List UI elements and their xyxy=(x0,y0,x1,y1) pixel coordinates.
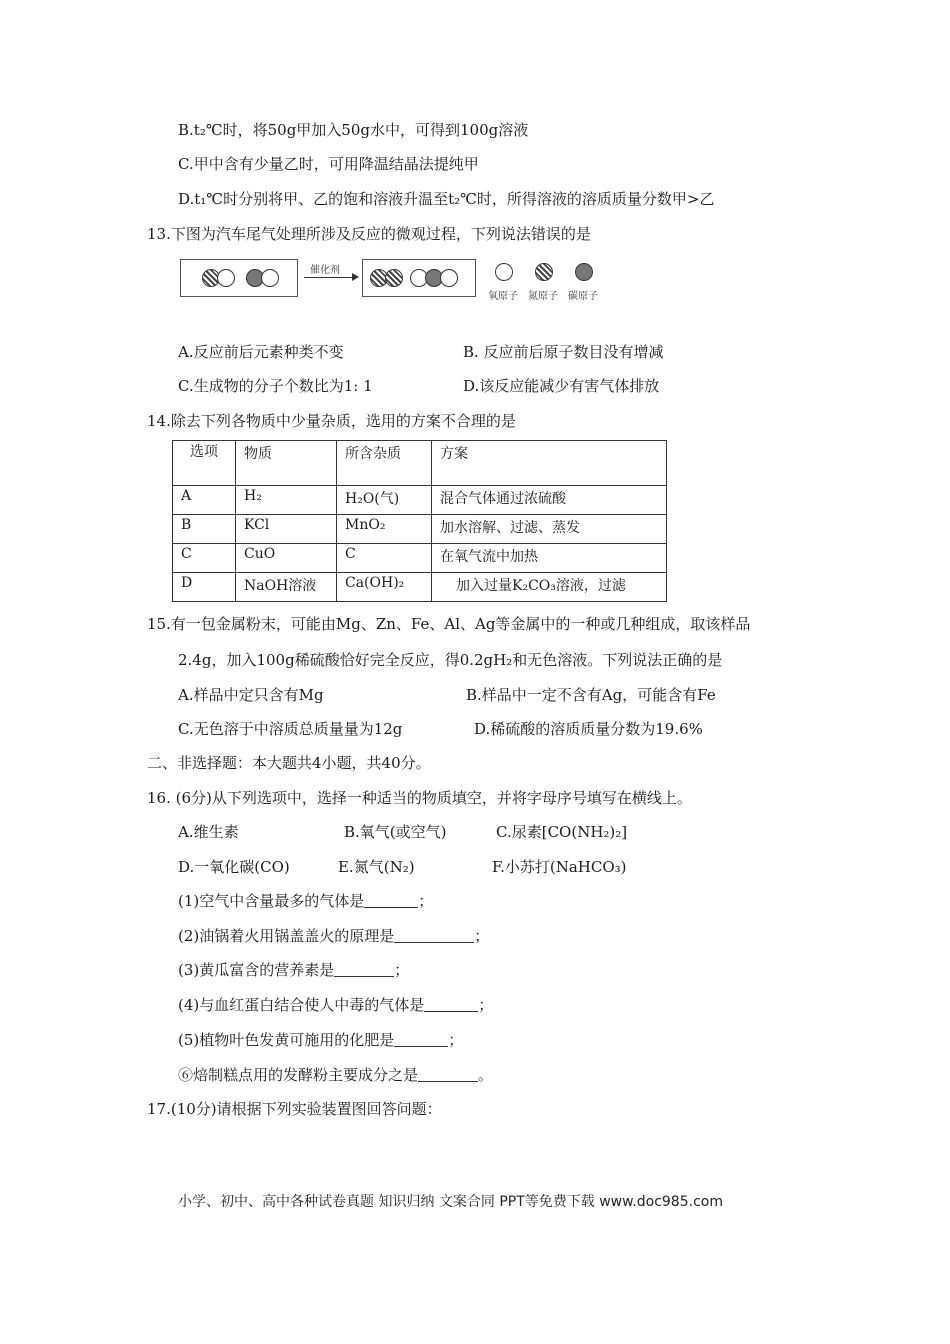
q13-stem: 13.下图为汽车尾气处理所涉及反应的微观过程，下列说法错误的是 xyxy=(147,225,591,243)
item-punct: ； xyxy=(478,996,494,1014)
table-header-row xyxy=(173,441,667,486)
item-punct: ； xyxy=(474,927,490,945)
q16-option-d: D.一氧化碳(CO) xyxy=(178,858,290,876)
table-cell: NaOH溶液 xyxy=(236,573,337,602)
legend-nitrogen-label: 氮原子 xyxy=(528,291,558,302)
table-row xyxy=(173,573,667,602)
header-cell: 方案 xyxy=(432,441,667,486)
q15-option-a: A.样品中定只含有Mg xyxy=(178,686,324,704)
table-row xyxy=(173,515,667,544)
q12-option-c: C.甲中含有少量乙时，可用降温结晶法提纯甲 xyxy=(178,155,479,173)
q16-item-2 xyxy=(178,926,489,946)
reaction-diagram xyxy=(180,257,640,303)
q16-item-6 xyxy=(178,1065,493,1085)
q16-stem: 16. (6分)从下列选项中，选择一种适当的物质填空，并将字母序号填写在横线上。 xyxy=(147,789,692,807)
q13-option-c: C.生成物的分子个数比为1: 1 xyxy=(178,377,373,395)
answer-blank[interactable] xyxy=(394,928,474,943)
answer-blank[interactable] xyxy=(394,1032,448,1047)
oxygen-atom xyxy=(440,269,458,287)
legend-nitrogen-icon xyxy=(535,263,553,281)
table-cell: CuO xyxy=(236,544,337,573)
legend-oxygen-label: 氧原子 xyxy=(488,291,518,302)
q16-option-b: B.氧气(或空气) xyxy=(344,823,447,841)
item-punct: ； xyxy=(418,892,434,910)
q13-option-a: A.反应前后元素种类不变 xyxy=(178,343,344,361)
legend-carbon-icon xyxy=(575,263,593,281)
table-cell: H₂O(气) xyxy=(337,486,432,515)
table-row xyxy=(173,544,667,573)
item-punct: ； xyxy=(394,961,410,979)
q16-item-5 xyxy=(178,1030,463,1050)
item-text: (2)油锅着火用锅盖盖火的原理是 xyxy=(178,927,395,945)
answer-blank[interactable] xyxy=(364,893,418,908)
q16-option-c: C.尿素[CO(NH₂)₂] xyxy=(496,823,628,841)
q16-item-3 xyxy=(178,960,409,980)
page-footer: 小学、初中、高中各种试卷真题 知识归纳 文案合同 PPT等免费下载 www.doc985.com xyxy=(178,1194,723,1210)
legend-carbon-label: 碳原子 xyxy=(568,291,598,302)
q15-option-b: B.样品中一定不含有Ag，可能含有Fe xyxy=(466,686,716,704)
q15-option-c: C.无色溶于中溶质总质量量为12g xyxy=(178,720,403,738)
nitrogen-atom xyxy=(385,269,403,287)
item-punct: ； xyxy=(448,1031,464,1049)
table-cell: KCl xyxy=(236,515,337,544)
table-cell: B xyxy=(173,515,236,544)
table-cell: 在氧气流中加热 xyxy=(432,544,667,573)
reactant-box xyxy=(180,259,298,297)
q15-stem-line2: 2.4g，加入100g稀硫酸恰好完全反应，得0.2gH₂和无色溶液。下列说法正确的是 xyxy=(178,651,723,669)
table-cell: C xyxy=(337,544,432,573)
table-cell: 加入过量K₂CO₃溶液，过滤 xyxy=(432,573,667,602)
table-cell: 混合气体通过浓硫酸 xyxy=(432,486,667,515)
header-cell: 所含杂质 xyxy=(337,441,432,486)
item-text: ⑥焙制糕点用的发酵粉主要成分之是 xyxy=(178,1066,419,1084)
reaction-arrow xyxy=(304,277,354,278)
q17-stem: 17.(10分)请根据下列实验装置图回答问题： xyxy=(147,1100,442,1118)
header-cell: 物质 xyxy=(236,441,337,486)
q16-option-a: A.维生素 xyxy=(178,823,239,841)
q13-option-d: D.该反应能减少有害气体排放 xyxy=(463,377,660,395)
q15-option-d: D.稀硫酸的溶质质量分数为19.6% xyxy=(474,720,703,738)
q16-option-e: E.氮气(N₂) xyxy=(338,858,415,876)
q16-item-1 xyxy=(178,891,433,911)
answer-blank[interactable] xyxy=(424,997,478,1012)
options-table xyxy=(172,440,667,602)
arrow-head-icon xyxy=(352,273,359,281)
table-cell: A xyxy=(173,486,236,515)
legend-oxygen-icon xyxy=(495,263,513,281)
answer-blank[interactable] xyxy=(334,962,394,977)
oxygen-atom xyxy=(217,269,235,287)
q16-option-f: F.小苏打(NaHCO₃) xyxy=(492,858,627,876)
q12-option-d: D.t₁℃时分别将甲、乙的饱和溶液升温至t₂℃时，所得溶液的溶质质量分数甲>乙 xyxy=(178,190,715,208)
q14-stem: 14.除去下列各物质中少量杂质，选用的方案不合理的是 xyxy=(147,412,516,430)
header-cell: 选项 xyxy=(173,441,236,486)
q16-item-4 xyxy=(178,995,493,1015)
item-text: (4)与血红蛋白结合使人中毒的气体是 xyxy=(178,996,425,1014)
table-row xyxy=(173,486,667,515)
item-text: (3)黄瓜富含的营养素是 xyxy=(178,961,335,979)
table-cell: H₂ xyxy=(236,486,337,515)
q12-option-b: B.t₂℃时，将50g甲加入50g水中，可得到100g溶液 xyxy=(178,121,529,139)
table-cell: MnO₂ xyxy=(337,515,432,544)
q13-option-b: B. 反应前后原子数目没有增减 xyxy=(463,343,664,361)
item-text: (5)植物叶色发黄可施用的化肥是 xyxy=(178,1031,395,1049)
section-heading: 二、非选择题：本大题共4小题，共40分。 xyxy=(147,754,431,772)
catalyst-label: 催化剂 xyxy=(310,265,340,276)
table-cell: 加水溶解、过滤、蒸发 xyxy=(432,515,667,544)
answer-blank[interactable] xyxy=(418,1067,478,1082)
table-cell: C xyxy=(173,544,236,573)
q15-stem-line1: 15.有一包金属粉末，可能由Mg、Zn、Fe、Al、Ag等金属中的一种或几种组成，取该样品 xyxy=(147,615,751,633)
oxygen-atom xyxy=(261,269,279,287)
item-text: (1)空气中含量最多的气体是 xyxy=(178,892,365,910)
item-punct: 。 xyxy=(478,1066,494,1084)
table-cell: Ca(OH)₂ xyxy=(337,573,432,602)
table-cell: D xyxy=(173,573,236,602)
